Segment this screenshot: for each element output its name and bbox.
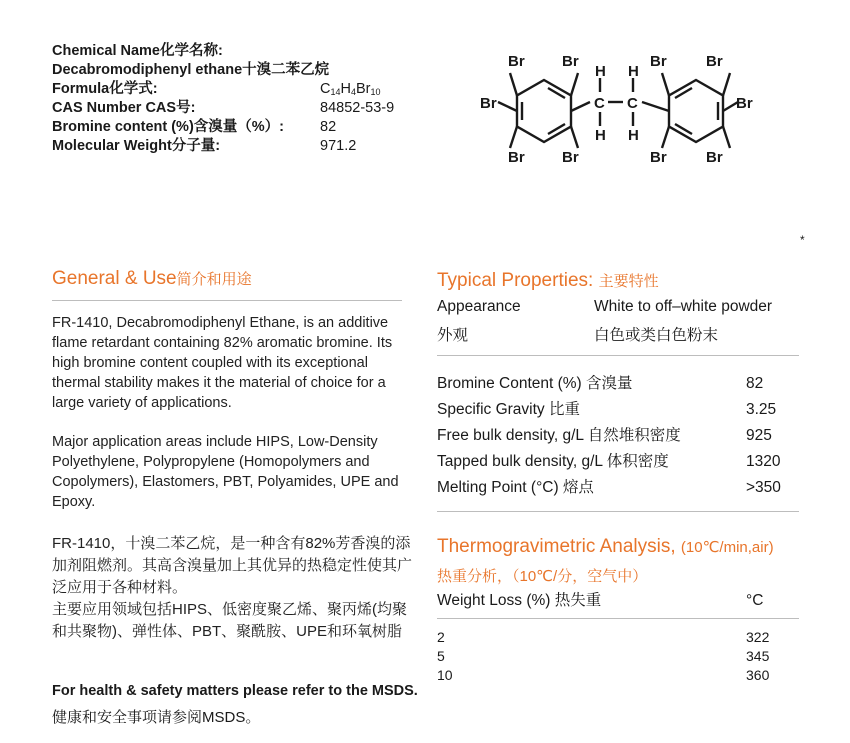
applications-description-cn: 主要应用领域包括HIPS、低密度聚乙烯、聚丙烯(均聚和共聚物)、弹性体、PBT、聚酰胺、UPE和环氧树脂 <box>52 601 408 640</box>
br-atom-label: Br <box>706 149 723 166</box>
product-name: Decabromodiphenyl ethane十溴二苯乙烷 <box>52 62 330 78</box>
br-atom-label: Br <box>650 149 667 166</box>
typical-properties-heading: Typical Properties: 主要特性 <box>437 270 659 291</box>
bromine-content-label: Bromine content (%)含溴量（%）: <box>52 119 284 135</box>
bromine-content-row <box>52 118 432 137</box>
weight-loss-column-header: Weight Loss (%) 热失重 <box>437 592 602 609</box>
property-row <box>437 397 799 423</box>
temperature-value: 322 <box>746 629 770 645</box>
h-atom-label: H <box>595 63 606 80</box>
property-label: Free bulk density, g/L 自然堆积密度 <box>437 427 681 444</box>
temperature-value: 360 <box>746 667 770 683</box>
property-row <box>437 423 799 449</box>
appearance-value-cn: 白色或类白色粉末 <box>594 327 719 344</box>
general-use-heading: General & Use简介和用途 <box>52 268 252 289</box>
c-atom-label: C <box>627 95 638 112</box>
molecular-weight-row <box>52 137 432 156</box>
general-description-en: FR-1410, Decabromodiphenyl Ethane, is an additive flame retardant containing 82% aromatic bromine. Its high bromine content coupled with its exceptional thermal stability makes it the material of choice for a large variety of applications. <box>52 315 393 411</box>
property-value: 3.25 <box>746 401 777 418</box>
br-atom-label: Br <box>508 53 525 70</box>
chemical-name-label-row <box>52 42 432 61</box>
cas-value: 84852-53-9 <box>320 100 395 116</box>
molecular-structure-diagram <box>470 40 770 170</box>
chemical-name-label: Chemical Name化学名称: <box>52 43 223 59</box>
br-atom-label: Br <box>562 149 579 166</box>
property-row <box>437 475 799 501</box>
appearance-row-cn <box>437 323 807 345</box>
cas-row <box>52 99 432 118</box>
property-label: Melting Point (°C) 熔点 <box>437 479 594 496</box>
tga-row <box>437 628 799 647</box>
br-atom-label: Br <box>706 53 723 70</box>
appearance-value: White to off–white powder <box>594 298 773 315</box>
weight-loss-value: 5 <box>437 648 445 664</box>
product-name-row <box>52 61 432 80</box>
c-atom-label: C <box>594 95 605 112</box>
appearance-label-cn: 外观 <box>437 327 469 344</box>
msds-notice-en: For health & safety matters please refer to the MSDS. <box>52 683 418 699</box>
applications-description-en: Major application areas include HIPS, Low-Density Polyethylene, Polypropylene (Homopolymers and Copolymers), Elastomers, PBT, Polyamides, UPE and Epoxy. <box>52 434 399 510</box>
weight-loss-value: 2 <box>437 629 445 645</box>
divider <box>437 618 799 619</box>
molecular-weight-value: 971.2 <box>320 138 357 154</box>
h-atom-label: H <box>628 63 639 80</box>
temperature-value: 345 <box>746 648 770 664</box>
divider <box>437 355 799 356</box>
bromine-content-value: 82 <box>320 119 337 135</box>
formula-row <box>52 80 432 99</box>
tga-row <box>437 647 799 666</box>
tga-header-row <box>437 590 799 612</box>
formula-label: Formula化学式: <box>52 81 158 97</box>
appearance-row <box>437 298 807 316</box>
property-label: Tapped bulk density, g/L 体积密度 <box>437 453 669 470</box>
br-atom-label: Br <box>650 53 667 70</box>
br-atom-label: Br <box>562 53 579 70</box>
weight-loss-value: 10 <box>437 667 453 683</box>
property-value: 1320 <box>746 453 781 470</box>
property-value: >350 <box>746 479 781 496</box>
h-atom-label: H <box>595 127 606 144</box>
property-label: Bromine Content (%) 含溴量 <box>437 375 633 392</box>
property-row <box>437 449 799 475</box>
divider <box>52 300 402 301</box>
property-row <box>437 371 799 397</box>
temperature-column-header: °C <box>746 592 764 609</box>
general-description-cn: FR-1410，十溴二苯乙烷，是一种含有82%芳香溴的添加剂阻燃剂。其高含溴量加上其优异的热稳定性使其广泛应用于各种材料。 <box>52 535 413 596</box>
appearance-label: Appearance <box>437 298 521 315</box>
br-atom-label: Br <box>480 95 497 112</box>
tga-heading: Thermogravimetric Analysis, (10℃/min,air) <box>437 536 774 557</box>
br-atom-label: Br <box>736 95 753 112</box>
tga-row <box>437 666 799 685</box>
molecular-weight-label: Molecular Weight分子量: <box>52 138 221 154</box>
asterisk-mark: * <box>800 233 805 247</box>
divider <box>437 511 799 512</box>
msds-notice-cn: 健康和安全事项请参阅MSDS。 <box>52 709 261 726</box>
property-value: 82 <box>746 375 764 392</box>
h-atom-label: H <box>628 127 639 144</box>
property-label: Specific Gravity 比重 <box>437 401 580 418</box>
formula-value: $C_{14}H_4Br_{10}$ <box>320 81 381 97</box>
chemical-info <box>52 42 432 156</box>
tga-heading-cn: 热重分析，（10℃/分，空气中） <box>437 568 648 585</box>
br-atom-label: Br <box>508 149 525 166</box>
property-value: 925 <box>746 427 772 444</box>
cas-label: CAS Number CAS号: <box>52 100 196 116</box>
